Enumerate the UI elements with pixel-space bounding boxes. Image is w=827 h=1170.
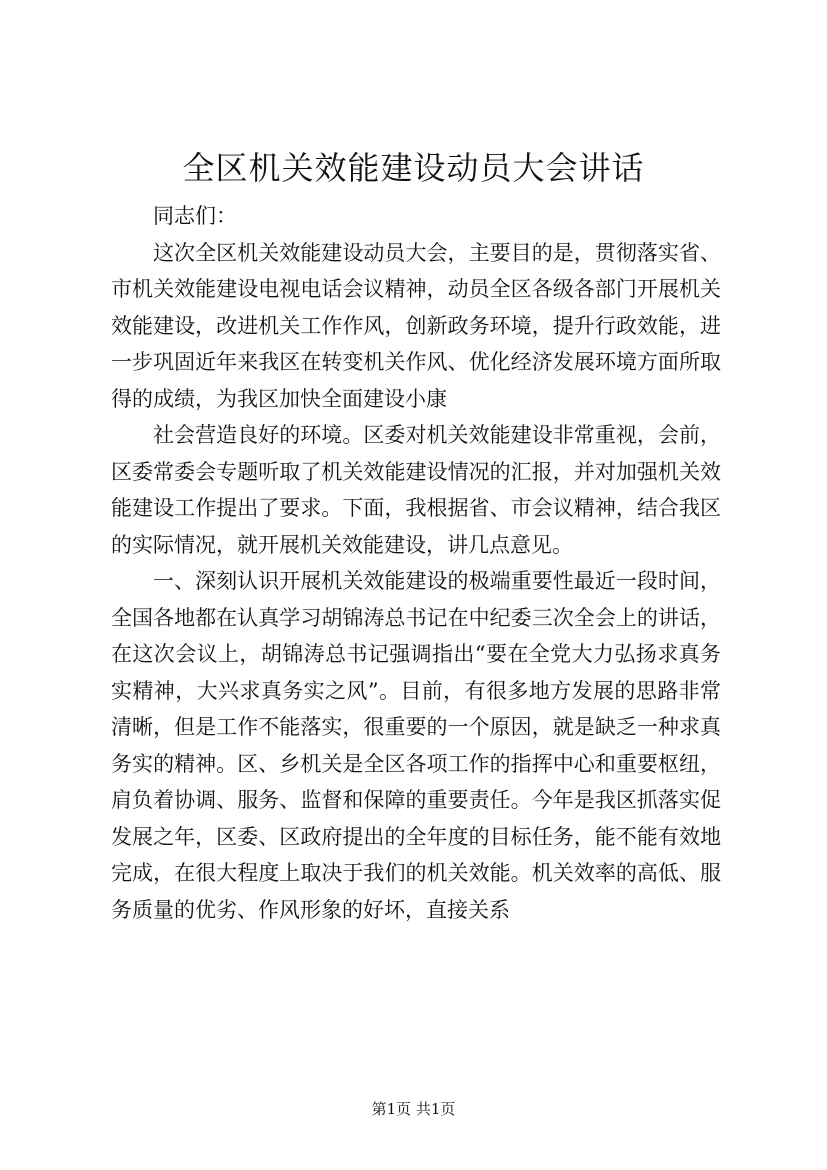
body-paragraph: 社会营造良好的环境。区委对机关效能建设非常重视，会前，区委常委会专题听取了机关效能建设情况的汇报，并对加强机关效能建设工作提出了要求。下面，我根据省、市会议精神，结合我区的实际情况，就开展机关效能建设，讲几点意见。 xyxy=(111,423,721,557)
body-paragraph: 这次全区机关效能建设动员大会，主要目的是，贯彻落实省、市机关效能建设电视电话会议精神，动员全区各级各部门开展机关效能建设，改进机关工作作风，创新政务环境，提升行政效能，进一步巩固近年来我区在转变机关作风、优化经济发展环境方面所取得的成绩，为我区加快全面建设小康 xyxy=(111,240,721,411)
document-title: 全区机关效能建设动员大会讲话 xyxy=(182,149,645,187)
salutation-paragraph: 同志们： xyxy=(153,204,237,228)
body-paragraph: 一、深刻认识开展机关效能建设的极端重要性最近一段时间，全国各地都在认真学习胡锦涛总书记在中纪委三次全会上的讲话，在这次会议上，胡锦涛总书记强调指出“要在全党大力弘扬求真务实精神，大兴求真务实之风”。目前，有很多地方发展的思路非常清晰，但是工作不能落实，很重要的一个原因，就是缺乏一种求真务实的精神。区、乡机关是全区各项工作的指挥中心和重要枢纽，肩负着协调、服务、监督和保障的重要责任。今年是我区抓落实促发展之年，区委、区政府提出的全年度的目标任务，能不能有效地完成，在很大程度上取决于我们的机关效能。机关效率的高低、服务质量的优劣、作风形象的好坏，直接关系 xyxy=(111,569,721,922)
page-number-footer: 第1页 共1页 xyxy=(371,1100,456,1118)
document-body xyxy=(111,198,721,928)
